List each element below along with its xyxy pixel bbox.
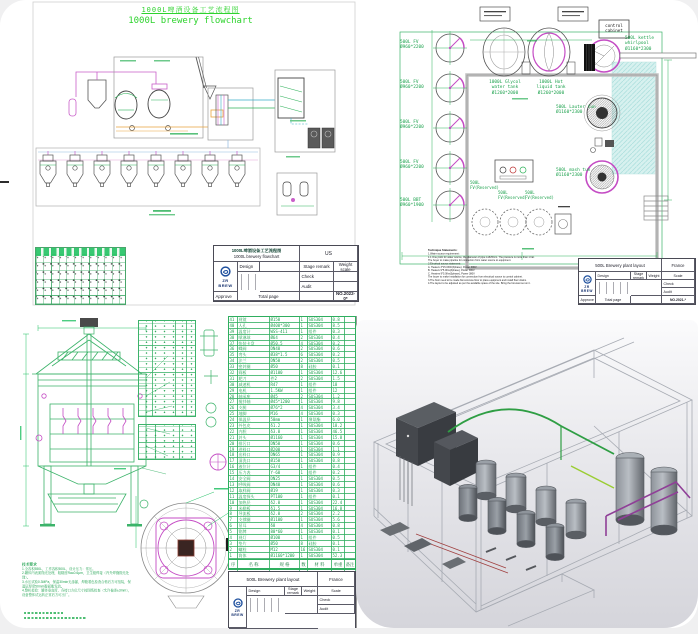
technical-requirements-title: 技术要求 (22, 562, 37, 567)
bom-row: 38 喷淋球 Ø64 2 SUS304 0.4 (229, 335, 355, 341)
bom-row: 32 筛板 Ø1100 1 SUS304 12.6 (229, 370, 355, 376)
technique-statements (428, 249, 578, 322)
flowchart-title-cn: 1000L啤酒设备工艺流程图 (141, 6, 240, 14)
bom-row: 3 垫片 Ø50 8 硅胶 0.1 (229, 541, 355, 547)
bom-row: 35 弯头 Ø38*1.5 6 SUS304 0.2 (229, 352, 355, 358)
panel-flowchart (28, 0, 360, 312)
layout-check: Check (662, 280, 695, 288)
fv-label-3: 500L FV Ø960*2200 (400, 120, 424, 131)
titleblock-audit: Audit (300, 282, 334, 292)
bom-row: 27 搅拌轴 Ø45*1200 1 SUS304 9.8 (229, 399, 355, 405)
bom-row: 10 加热层 δ2.0 1 SUS304 22.4 (229, 500, 355, 506)
flowchart-title-en: 1000L brewery flowchart (128, 16, 253, 26)
bom-row: 25 地脚 M16 4 SUS304 0.3 (229, 411, 355, 417)
bom-row: 15 压力表 Y-60 1 组件 0.2 (229, 470, 355, 476)
hot-liquor-tank-label: 1000L Hot liquid tank Ø1260*2000 (536, 80, 566, 96)
glycol-tank-label: 1000L Glycol water tank Ø1260*2000 (489, 80, 521, 96)
bom-header: 序 名 称 规 格 数 材 料 单重 备注 (229, 559, 355, 569)
layout-design: Design (596, 272, 631, 280)
bom-row: 19 进料口 Ø200 1 SUS304 1.1 (229, 447, 355, 453)
layout-scale: Scale (662, 272, 695, 280)
layout-stage: Stage remark (631, 272, 647, 280)
blurred-text (24, 617, 86, 619)
bom-row: 37 快装卡盘 Ø50.5 4 SUS304 0.2 (229, 341, 355, 347)
bom-row: 28 轴承座 Ø45 2 SUS304 1.2 (229, 394, 355, 400)
layout-audit: Audit (662, 288, 695, 296)
detail-titleblock (228, 571, 356, 628)
panel-vessel-detail (18, 316, 358, 628)
technique-statements-title: Technique Statements: (428, 249, 458, 252)
bom-row: 22 内胆 δ3.0 1 SUS304 46.5 (229, 429, 355, 435)
bom-row: 9 米勒板 δ1.5 1 SUS304 16.8 (229, 506, 355, 512)
bom-row: 6 吊耳 δ8 4 SUS304 0.8 (229, 523, 355, 529)
brand-logo-cell (229, 587, 247, 628)
layout-total: Total page (596, 296, 631, 304)
bom-row: 41 视镜 Ø150 1 SUS304 0.8 (229, 317, 355, 323)
bom-row: 4 视灯 Ø100 1 组件 0.5 (229, 535, 355, 541)
detail-audit: Audit (318, 605, 355, 614)
bom-row: 14 安全阀 DN25 1 SUS304 0.5 (229, 476, 355, 482)
left-edge-tick (0, 181, 9, 183)
bom-row: 31 耙刀 件2 2 SUS304 1.5 (229, 376, 355, 382)
technical-requirements-lines: 1.全容积550L，工作容积500L，设计压力：常压。 2.罐体内表面抛光处理，粗糙度Ra≤0.6μm，卫生级焊接（内外焊缝抛光处理）。 3.水压试验0.3MPa，保温30min无渗漏，焊缝着色检查合格后方可组装，保温层厚度50mm聚氨酯发泡。 4.整机检验：罐体垂直度、各接口方位尺寸按图纸检查（允许偏差±3mm），设备整体试运转正常后方可出厂。 (22, 567, 132, 597)
technique-statements-lines: 1.Water source requirement: 1.1 One point for water source, the diameter of pipe is Ø25mm. The pressure is more than 1 bar. The buyer to make pipeline for connection from water source to equipment. 2.Electrical source statement: A. Heaters 3*15.0KW(3phase), Power 380V B. Heaters 9*5.0Kw(3phase), Power 380V C. Heaters 9*5.0Kw(3phase), Power 380V The buyer to make installation for connection from electrical source to control cabinet. 3.The floor need to be made flat concrete floor to place equipment and install floor drains. 4.The layout to be adjusted as per the available space of the site. Bring the forecast set on it. (428, 252, 535, 286)
brand-name: ZR BREW (581, 284, 593, 293)
layout-approve: Approve (579, 296, 596, 304)
bom-row: 18 出料口 DN65 1 SUS304 0.9 (229, 452, 355, 458)
panel-plant-layout (362, 0, 698, 313)
brand-name: ZR BREW (231, 608, 244, 617)
detail-stage: Stage remark (285, 587, 302, 596)
detail-design: Design (247, 587, 285, 596)
detail-region: France (318, 572, 355, 587)
technical-requirements (22, 562, 134, 634)
bom-row: 8 导流板 δ2.0 2 SUS304 2.2 (229, 511, 355, 517)
fv-label-2: 500L FV Ø960*2200 (400, 80, 424, 91)
kettle-whirlpool-label: 500L kettle whirlpool Ø1160*2300 (625, 36, 655, 52)
titleblock-design: Design (238, 262, 260, 272)
titleblock-approve: Approve (214, 292, 238, 301)
titleblock-name-en: 1000L brewery flowchart (233, 253, 280, 259)
bom-row: 7 支撑圈 Ø1100 1 SUS304 5.6 (229, 517, 355, 523)
bom-rows (229, 317, 355, 559)
layout-weight: Weight (647, 272, 662, 280)
bom-row: 17 清洗口 Ø150 1 SUS304 0.8 (229, 458, 355, 464)
brand-name: ZR BREW (218, 277, 233, 288)
symbol-legend-table (35, 247, 126, 305)
bom-row: 1 筒体 Ø1160*1200 1 SUS304 52.3 (229, 553, 355, 559)
bom-row: 26 支腿 Ø76*2 4 SUS304 3.4 (229, 405, 355, 411)
brand-logo-cell (579, 272, 596, 296)
reserved-fv-label-1: 500L FV(Reserved) (470, 180, 499, 190)
panel-3d-render (356, 320, 698, 628)
spec-mini-table (138, 424, 196, 460)
bbt-label: 500L BBT Ø960*1900 (400, 198, 424, 209)
reserved-fv-label-3: 500L FV(Reserved) (525, 190, 554, 200)
titleblock-check: Check (300, 272, 334, 282)
reserved-fv-label-2: 500L FV(Reserved) (498, 190, 527, 200)
blurred-text (24, 612, 64, 614)
titleblock-stage: Stage remark (300, 262, 334, 272)
bom-row: 20 排污口 DN50 1 SUS304 0.6 (229, 441, 355, 447)
bom-row: 21 封头 Ø1160 1 SUS304 15.8 (229, 435, 355, 441)
bom-row: 40 人孔 Ø400*300 1 SUS304 8.5 (229, 323, 355, 329)
layout-titleblock (578, 258, 696, 305)
layout-region: France (662, 259, 695, 272)
detail-weight: Weight (302, 587, 318, 596)
layout-title: 500L Brewery plant layout (579, 259, 662, 272)
titleblock-name-cn: 1000L啤酒设备工艺流程图 (231, 248, 282, 254)
nozzle-schedule-table (138, 320, 196, 417)
titleblock-weight: Weight scale (334, 262, 358, 272)
bom-row: 11 温度探头 PT100 1 组件 0.1 (229, 494, 355, 500)
bom-row: 2 螺栓 M12 16 SUS304 0.1 (229, 547, 355, 553)
bom-row: 23 外包皮 δ1.2 1 SUS304 18.2 (229, 423, 355, 429)
zr-brew-logo-icon (233, 598, 243, 608)
layout-docno: NO.2021-* (662, 296, 695, 304)
bom-row: 29 电机 1.5KW 1 组件 12 (229, 388, 355, 394)
detail-scale: Scale (318, 587, 355, 596)
brand-logo-cell (214, 262, 238, 292)
bom-row: 13 呼吸阀 DN40 1 SUS304 0.6 (229, 482, 355, 488)
bom-row: 30 减速机 R47 1 组件 18 (229, 382, 355, 388)
bom-row: 36 蝶阀 DN40 2 SUS304 0.6 (229, 346, 355, 352)
titleblock-sheet: US (300, 246, 358, 262)
bom-row: 34 法兰 DN50 2 SUS304 0.5 (229, 358, 355, 364)
bom-row: 12 取样阀 Ø19 1 SUS304 0.3 (229, 488, 355, 494)
bom-table (228, 316, 356, 570)
flowchart-titleblock (213, 245, 359, 302)
bom-row: 16 液位计 G3/4 1 组件 0.4 (229, 464, 355, 470)
bom-row: 33 密封圈 Ø50 8 硅胶 0.1 (229, 364, 355, 370)
bom-row: 5 铭牌 80*60 1 SUS304 0.1 (229, 529, 355, 535)
zr-brew-logo-icon (220, 266, 231, 277)
titleblock-total: Total page (238, 292, 300, 301)
lauter-tun-label: 500L Lauter tun Ø1160*2300 (556, 105, 596, 116)
mash-tun-label: 500L mash tun Ø1160*2300 (556, 168, 591, 179)
bom-row: 39 温度计 WSS-411 1 组件 0.3 (229, 329, 355, 335)
control-cabinet-label: control cabinet (605, 23, 623, 34)
detail-title: 500L Brewery plant layout (229, 572, 318, 587)
bom-row: 24 保温层 50mm 1 聚氨酯 6.0 (229, 417, 355, 423)
titleblock-docno: NO.2022-0* (334, 292, 358, 301)
isometric-plant-drawing (356, 320, 698, 628)
detail-check: Check (318, 596, 355, 605)
zr-brew-logo-icon (583, 275, 592, 284)
fv-label-4: 500L FV Ø960*2200 (400, 160, 424, 171)
fv-label-1: 500L FV Ø960*2200 (400, 40, 424, 51)
